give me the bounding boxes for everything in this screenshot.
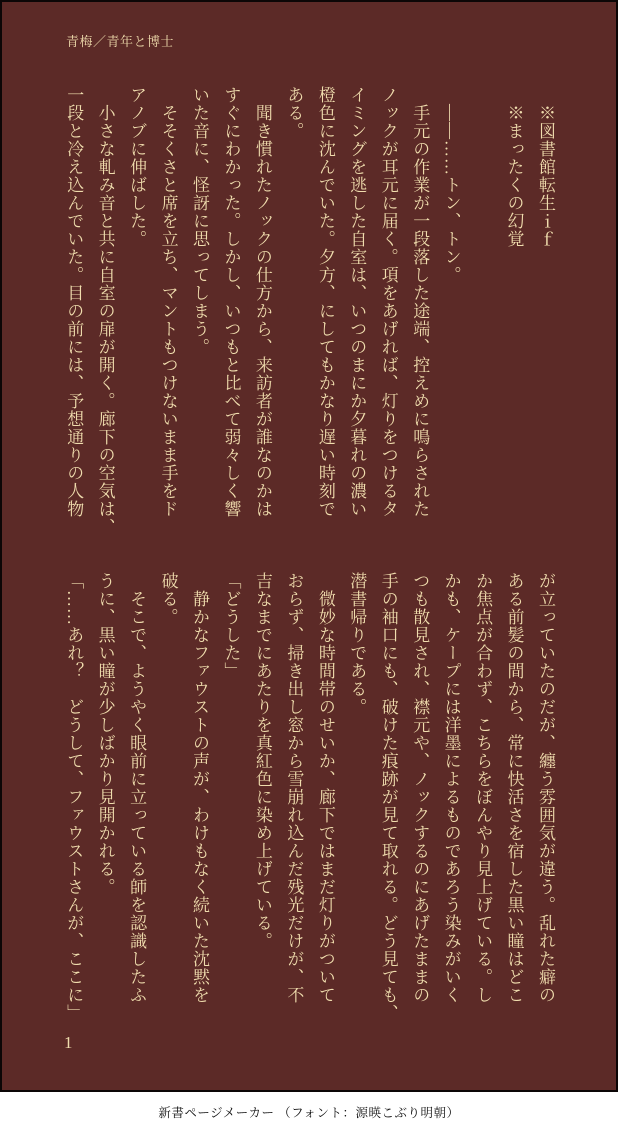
- text-line: [467, 86, 498, 522]
- text-line: ――……トン、トン。: [441, 86, 461, 284]
- text-line: つも散見され、襟元や、ノックするのにあげたままの: [410, 572, 430, 1004]
- footer-caption: 新書ページメーカー （フォント：源暎こぶり明朝）: [158, 1106, 460, 1120]
- text-line: 手元の作業が一段落した途端、控えめに鳴らされた: [410, 86, 430, 518]
- text-line: いた音に、怪訝に思ってしまう。: [190, 86, 210, 356]
- text-line: 「……あれ？ どうして、ファウストさんが、ここに」: [64, 572, 84, 1022]
- text-line: イミングを逃した自室は、いつのまにか夕暮れの濃い: [347, 86, 367, 518]
- text-line: 微妙な時間帯のせいか、廊下ではまだ灯りがついて: [315, 572, 335, 1004]
- text-line: 吉なまでにあたりを真紅色に染め上げている。: [252, 572, 272, 950]
- text-block-bottom: [57, 572, 561, 1022]
- text-line: うに、黒い瞳が少しばかり見開かれる。: [95, 572, 115, 896]
- text-block-top: [57, 86, 561, 536]
- text-line: ノックが耳元に届く。項をあげれば、灯りをつけるタ: [378, 86, 398, 518]
- text-line: ※まったくの幻覚: [504, 86, 524, 248]
- text-line: そそくさと席を立ち、マントもつけないまま手をド: [158, 86, 178, 518]
- text-line: が立っていたのだが、纏う雰囲気が違う。乱れた癖の: [536, 572, 555, 1004]
- text-line: ※図書館転生ｉｆ: [536, 86, 555, 248]
- text-line: 潜書帰りである。: [347, 572, 367, 716]
- text-line: か焦点が合わず、こちらをぼんやり見上げている。し: [473, 572, 493, 1004]
- text-line: ある前髪の間から、常に快活さを宿した黒い瞳はどこ: [504, 572, 524, 1004]
- text-line: 静かなファウストの声が、わけもなく続いた沈黙を: [190, 572, 210, 1004]
- text-line: 一段と冷え込んでいた。目の前には、予想通りの人物: [64, 86, 84, 518]
- page-number: 1: [64, 1033, 73, 1052]
- text-line: 破る。: [158, 572, 178, 626]
- text-line: すぐにわかった。しかし、いつもと比べて弱々しく響: [221, 86, 241, 518]
- text-line: アノブに伸ばした。: [127, 86, 147, 248]
- text-line: 「どうした」: [221, 572, 241, 680]
- text-line: ある。: [284, 86, 304, 140]
- text-line: おらず、掃き出し窓から雪崩れ込んだ残光だけが、不: [284, 572, 304, 1004]
- text-line: かも、ケープには洋墨によるものであろう染みがいく: [441, 572, 461, 1004]
- text-line: 小さな軋み音と共に自室の扉が開く。廊下の空気は、: [95, 86, 115, 536]
- text-line: 聞き慣れたノックの仕方から、来訪者が誰なのかは: [252, 86, 272, 518]
- text-line: 橙色に沈んでいた。夕方、にしてもかなり遅い時刻で: [315, 86, 335, 518]
- text-line: そこで、ようやく眼前に立っている師を認識したふ: [127, 572, 147, 1004]
- text-line: 手の袖口にも、破けた痕跡が見て取れる。どう見ても、: [378, 572, 398, 1022]
- footer: [0, 1092, 618, 1132]
- page-header: 青梅／青年と博士: [66, 34, 175, 49]
